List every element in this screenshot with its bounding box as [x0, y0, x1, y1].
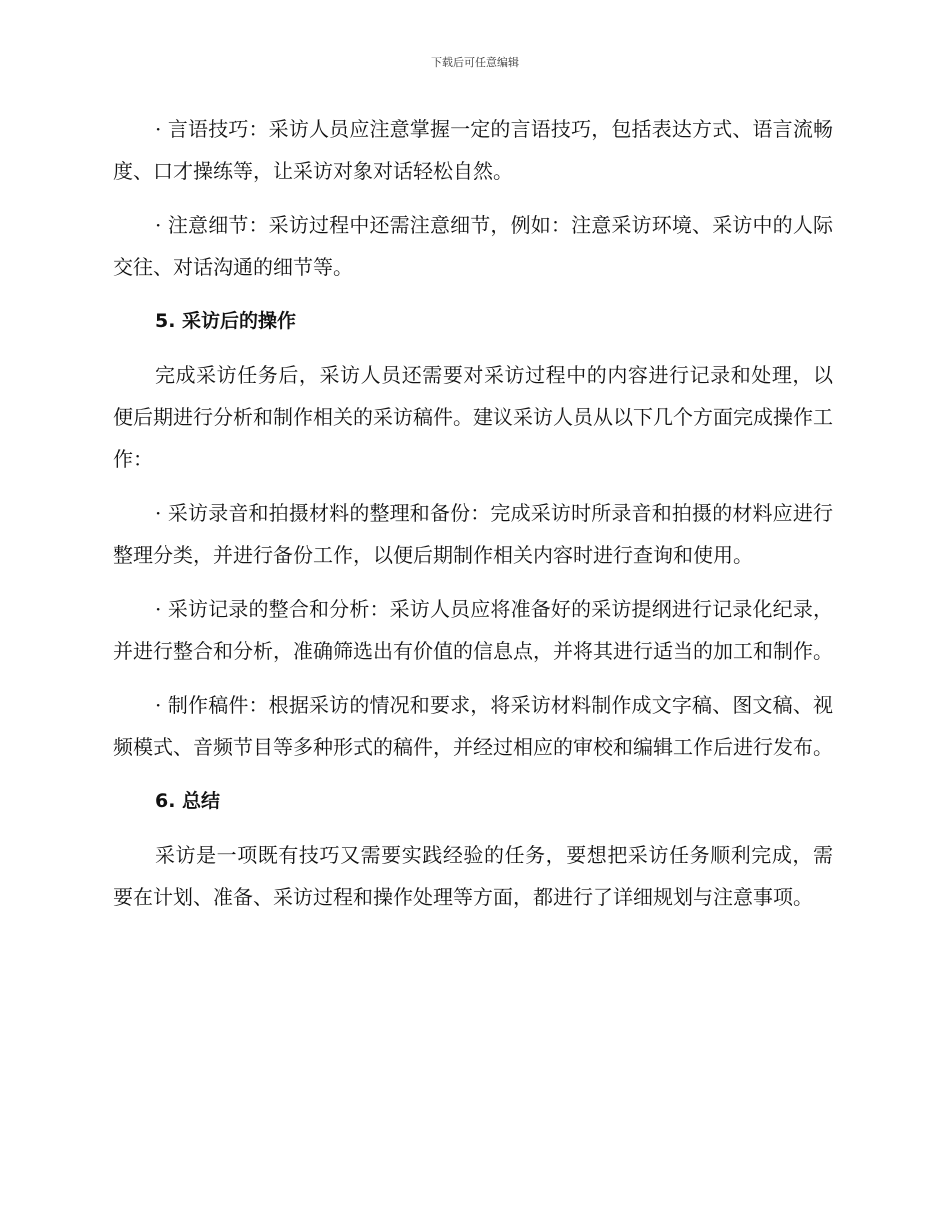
bullet-paragraph: · 言语技巧：采访人员应注意掌握一定的言语技巧，包括表达方式、语言流畅度、口才操练等，让采访对象对话轻松自然。 — [113, 117, 833, 183]
bullet-paragraph: · 采访记录的整合和分析：采访人员应将准备好的采访提纲进行记录化纪录，并进行整合和分析，准确筛选出有价值的信息点，并将其进行适当的加工和制作。 — [113, 597, 833, 663]
section-heading: 6. 总结 — [155, 790, 221, 812]
section-heading: 5. 采访后的操作 — [155, 310, 297, 332]
bullet-paragraph: · 注意细节：采访过程中还需注意细节，例如：注意采访环境、采访中的人际交往、对话沟通的细节等。 — [113, 213, 833, 279]
page-header: 下载后可任意编辑 — [431, 56, 519, 69]
bullet-paragraph: · 制作稿件：根据采访的情况和要求，将采访材料制作成文字稿、图文稿、视频模式、音频节目等多种形式的稿件，并经过相应的审校和编辑工作后进行发布。 — [113, 693, 833, 759]
bullet-paragraph: · 采访录音和拍摄材料的整理和备份：完成采访时所录音和拍摄的材料应进行整理分类，并进行备份工作，以便后期制作相关内容时进行查询和使用。 — [113, 501, 833, 567]
document-body — [113, 108, 833, 930]
body-paragraph: 采访是一项既有技巧又需要实践经验的任务，要想把采访任务顺利完成，需要在计划、准备、采访过程和操作处理等方面，都进行了详细规划与注意事项。 — [113, 843, 833, 909]
body-paragraph: 完成采访任务后，采访人员还需要对采访过程中的内容进行记录和处理，以便后期进行分析和制作相关的采访稿件。建议采访人员从以下几个方面完成操作工作： — [113, 363, 833, 471]
